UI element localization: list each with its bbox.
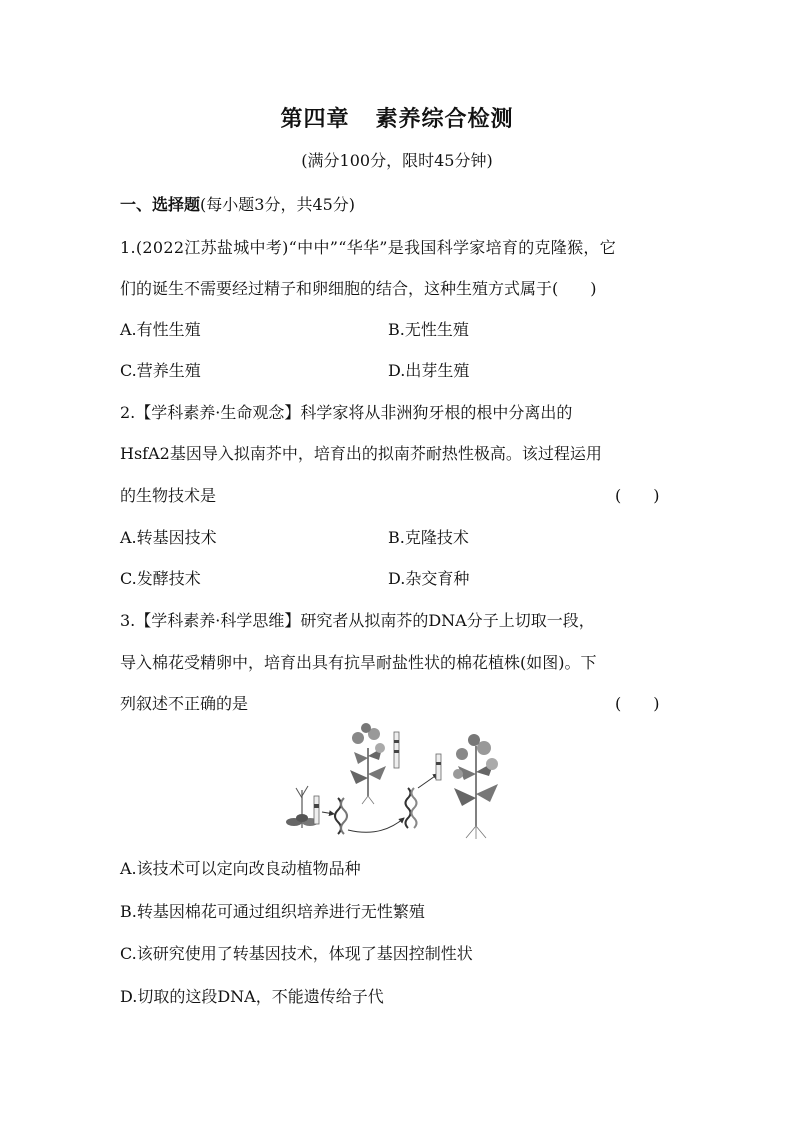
question-2-option-d[interactable]: D.杂交育种 — [388, 569, 470, 588]
question-3-line-3: 列叙述不正确的是 — [120, 694, 249, 713]
arabidopsis-plant-icon — [286, 786, 319, 828]
question-2-answer-blank[interactable]: ( ) — [615, 486, 660, 505]
section-title: 一、选择题 — [120, 195, 201, 214]
question-3-line-2: 导入棉花受精卵中，培育出具有抗旱耐盐性状的棉花植株(如图)。下 — [120, 653, 597, 672]
question-1-line-1: 1.(2022江苏盐城中考)“中中”“华华”是我国科学家培育的克隆猴，它 — [120, 238, 616, 257]
question-3-option-a[interactable]: A.该技术可以定向改良动植物品种 — [120, 859, 361, 878]
exam-info: (满分100分，限时45分钟) — [301, 151, 493, 170]
question-2-option-b[interactable]: B.克隆技术 — [388, 528, 469, 547]
question-3-option-d[interactable]: D.切取的这段DNA，不能遗传给子代 — [120, 987, 384, 1006]
question-3-option-c[interactable]: C.该研究使用了转基因技术，体现了基因控制性状 — [120, 944, 473, 963]
question-3-answer-blank[interactable]: ( ) — [615, 694, 660, 713]
question-1-line-2: 们的诞生不需要经过精子和卵细胞的结合，这种生殖方式属于( ) — [120, 279, 597, 298]
question-2-option-c[interactable]: C.发酵技术 — [120, 569, 201, 588]
cotton-plant-icon — [350, 723, 399, 804]
chapter-label: 第四章 — [280, 107, 350, 132]
section-heading — [120, 192, 680, 215]
chapter-name: 素养综合检测 — [375, 107, 514, 132]
question-1-option-b[interactable]: B.无性生殖 — [388, 320, 469, 339]
question-3-option-b[interactable]: B.转基因棉花可通过组织培养进行无性繁殖 — [120, 902, 425, 921]
question-2-line-3: 的生物技术是 — [120, 486, 217, 505]
question-3-line-1: 3.【学科素养·科学思维】研究者从拟南芥的DNA分子上切取一段， — [120, 611, 595, 630]
transgenic-cotton-icon — [436, 734, 498, 839]
question-1-option-a[interactable]: A.有性生殖 — [120, 320, 201, 339]
question-2-option-a[interactable]: A.转基因技术 — [120, 528, 217, 547]
section-note: (每小题3分，共45分) — [200, 195, 356, 214]
question-2-line-1: 2.【学科素养·生命观念】科学家将从非洲狗牙根的根中分离出的 — [120, 403, 573, 422]
dna-strand-icon — [322, 798, 347, 834]
transgenic-cotton-figure — [286, 718, 522, 840]
question-1-option-c[interactable]: C.营养生殖 — [120, 361, 201, 380]
question-2-line-2: HsfA2基因导入拟南芥中，培育出的拟南芥耐热性极高。该过程运用 — [120, 444, 602, 463]
page-title — [0, 102, 794, 133]
question-1-option-d[interactable]: D.出芽生殖 — [388, 361, 470, 380]
